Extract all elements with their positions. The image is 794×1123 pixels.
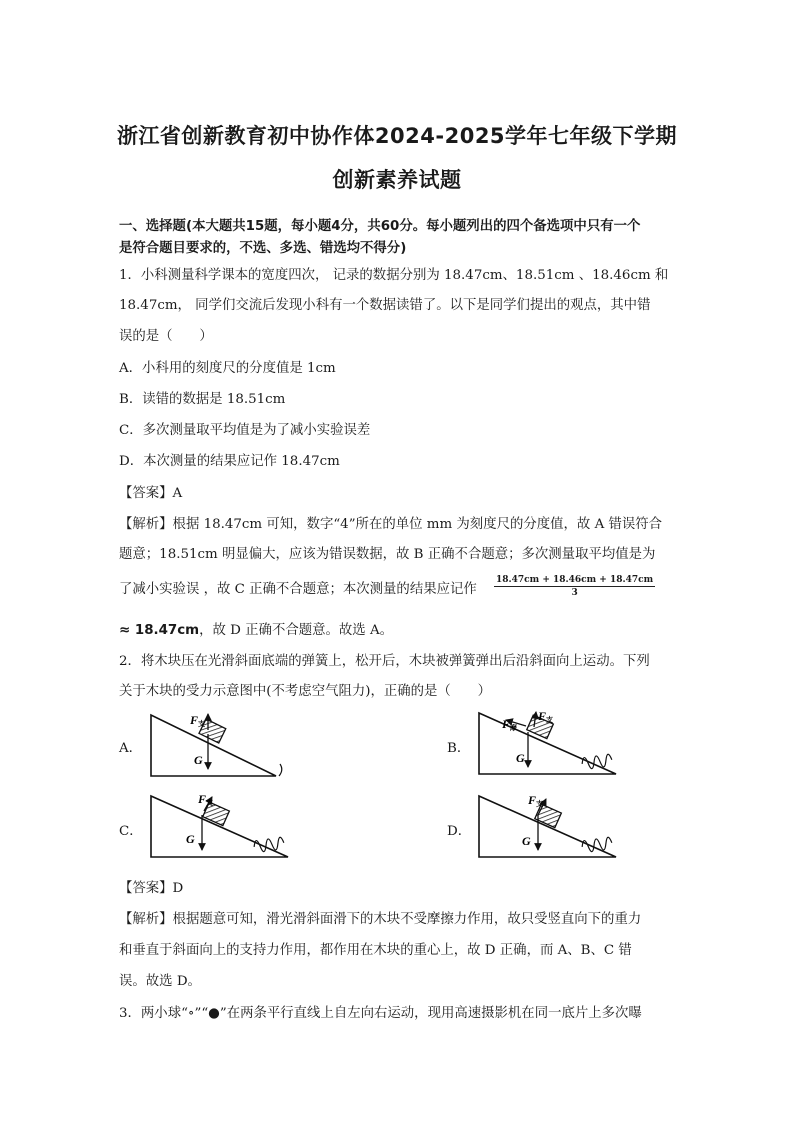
q2-answer: 【答案】D bbox=[119, 881, 184, 896]
incline-d bbox=[479, 796, 616, 857]
support-force-label-a: F支 bbox=[190, 713, 206, 728]
fraction-numerator: 18.47cm + 18.46cm + 18.47cm bbox=[496, 575, 654, 585]
q2-label-a: A． bbox=[119, 741, 143, 756]
approx-result: ≈ 18.47cm bbox=[119, 623, 200, 638]
q1-option-b: B．读错的数据是 18.51cm bbox=[119, 392, 286, 407]
fraction-denominator: 3 bbox=[571, 588, 578, 598]
section-heading-line2: 是符合题目要求的，不选、多选、错选均不得分) bbox=[119, 241, 407, 256]
page-subtitle: 创新素养试题 bbox=[332, 168, 462, 192]
small-hook-icon bbox=[279, 764, 282, 776]
support-force-label-c: F支 bbox=[198, 793, 214, 807]
q1-option-d: D．本次测量的结果应记作 18.47cm bbox=[119, 454, 340, 469]
q2-stem-line1: 2．将木块压在光滑斜面底端的弹簧上，松开后，木块被弹簧弹出后沿斜面向上运动。下列 bbox=[119, 654, 650, 669]
q1-analysis-line4-rest: ，故 D 正确不合题意。故选 A。 bbox=[199, 623, 394, 638]
q1-stem-line1: 1．小科测量科学课本的宽度四次， 记录的数据分别为 18.47cm、18.51cm 、18.46cm 和 bbox=[119, 268, 669, 283]
q2-label-d: D． bbox=[447, 824, 472, 839]
q1-option-a: A．小科用的刻度尺的分度值是 1cm bbox=[119, 361, 336, 376]
figure-b bbox=[476, 710, 622, 778]
q2-label-c: C． bbox=[119, 824, 143, 839]
figure-c bbox=[148, 793, 294, 861]
q2-stem-line2: 关于木块的受力示意图中(不考虑空气阻力)，正确的是（ ） bbox=[119, 684, 491, 699]
q1-analysis-line1: 【解析】根据 18.47cm 可知，数字“4”所在的单位 mm 为刻度尺的分度值，故 A 错误符合 bbox=[119, 517, 663, 532]
q1-analysis-line4 bbox=[119, 619, 679, 638]
q2-analysis-line2: 和垂直于斜面向上的支持力作用，都作用在木块的重心上，故 D 正确，而 A、B、C 错 bbox=[119, 943, 632, 958]
gravity-label-c: G bbox=[186, 832, 195, 846]
q3-stem-line1: 3．两小球“∘”“●”在两条平行直线上自左向右运动，现用高速摄影机在同一底片上多次曝 bbox=[119, 1006, 642, 1021]
average-fraction bbox=[494, 575, 655, 598]
q1-analysis-line2: 题意；18.51cm 明显偏大，应该为错误数据，故 B 正确不合题意；多次测量取平均值是为 bbox=[119, 547, 656, 562]
figure-a bbox=[148, 712, 288, 780]
page-title: 浙江省创新教育初中协作体2024-2025学年七年级下学期 bbox=[116, 124, 678, 148]
q2-analysis-line3: 误。故选 D。 bbox=[119, 974, 201, 989]
section-heading-line1: 一、选择题(本大题共15题，每小题4分，共60分。每小题列出的四个备选项中只有一个 bbox=[119, 219, 641, 234]
support-force-label-b: F支 bbox=[538, 710, 554, 724]
q2-label-b: B． bbox=[447, 741, 471, 756]
q2-analysis-line1: 【解析】根据题意可知，滑光滑斜面滑下的木块不受摩擦力作用，故只受竖直向下的重力 bbox=[119, 912, 642, 927]
figure-d bbox=[476, 793, 622, 861]
support-force-label-d: F支 bbox=[528, 793, 544, 808]
q1-stem-line2: 18.47cm， 同学们交流后发现小科有一个数据读错了。以下是同学们提出的观点，其中错 bbox=[119, 298, 651, 313]
q1-stem-line3: 误的是（ ） bbox=[119, 329, 213, 344]
q1-analysis-line3: 了减小实验误 ，故 C 正确不合题意；本次测量的结果应记作 bbox=[119, 582, 477, 597]
friction-label-b: F摩 bbox=[502, 717, 518, 732]
q1-answer: 【答案】A bbox=[119, 486, 183, 501]
gravity-label-a: G bbox=[194, 753, 203, 767]
gravity-label-d: G bbox=[522, 834, 531, 848]
incline-c bbox=[151, 796, 288, 857]
q1-option-c: C．多次测量取平均值是为了减小实验误差 bbox=[119, 423, 371, 438]
gravity-label-b: G bbox=[516, 751, 525, 765]
